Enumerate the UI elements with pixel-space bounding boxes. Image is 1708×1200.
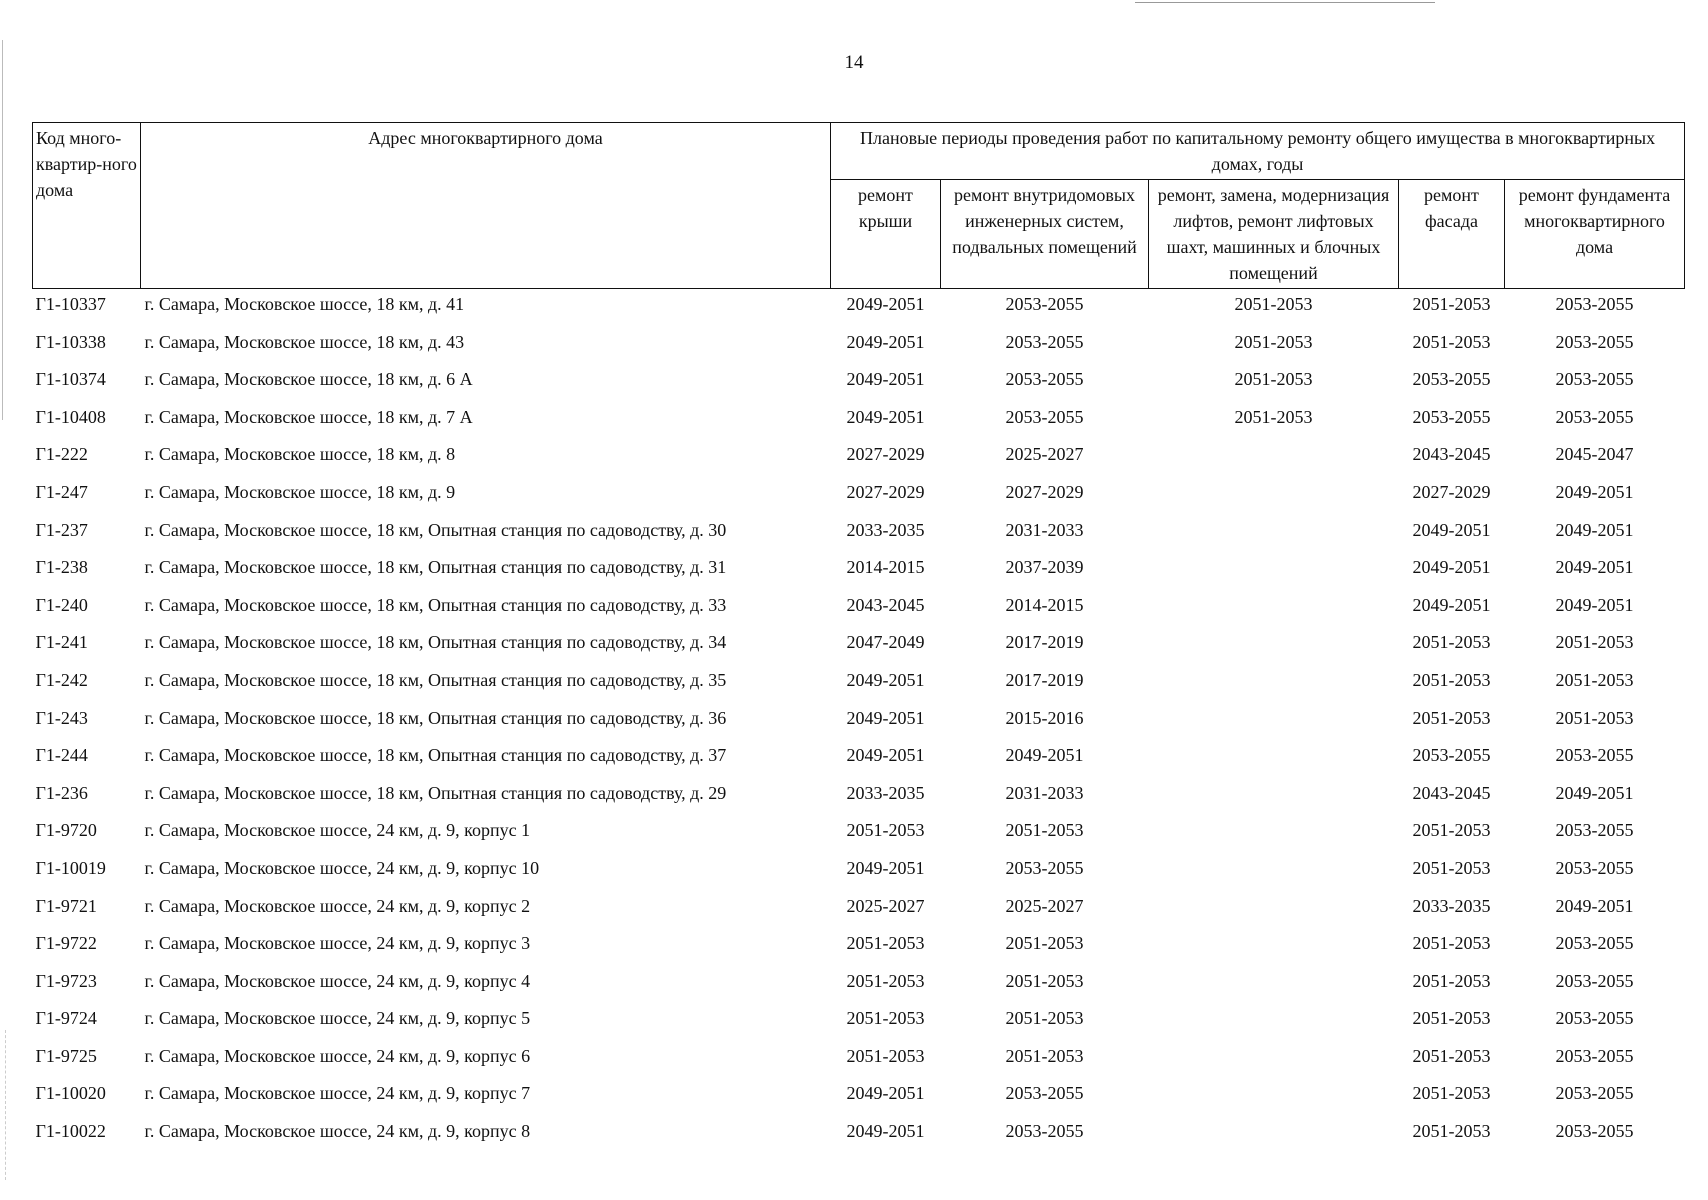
- row-foundation: 2053-2055: [1555, 745, 1634, 766]
- row-engineering: 2051-2053: [1005, 820, 1084, 841]
- row-address: г. Самара, Московское шоссе, 24 км, д. 9, корпус 5: [144, 1008, 531, 1029]
- header-facade: ремонт фасада: [1399, 180, 1505, 289]
- scan-left-edge-lower: [5, 1030, 6, 1180]
- row-code: Г1-240: [35, 594, 88, 615]
- row-lifts: [1149, 928, 1399, 966]
- row-foundation: 2049-2051: [1555, 782, 1634, 803]
- row-lifts: [1149, 703, 1399, 741]
- row-lifts: [1149, 590, 1399, 628]
- row-facade: 2051-2053: [1412, 669, 1491, 690]
- row-lifts: [1149, 966, 1399, 1004]
- row-roof: 2025-2027: [846, 895, 925, 916]
- row-address: г. Самара, Московское шоссе, 18 км, Опытная станция по садоводству, д. 35: [144, 669, 727, 690]
- row-engineering: 2037-2039: [1005, 557, 1084, 578]
- table-row: [33, 1078, 1685, 1116]
- row-roof: 2047-2049: [846, 632, 925, 653]
- row-engineering: 2051-2053: [1005, 1008, 1084, 1029]
- row-address: г. Самара, Московское шоссе, 18 км, д. 7 А: [144, 406, 473, 427]
- row-foundation: 2053-2055: [1555, 1121, 1634, 1142]
- row-code: Г1-222: [35, 444, 88, 465]
- row-roof: 2049-2051: [846, 745, 925, 766]
- row-roof: 2049-2051: [846, 707, 925, 728]
- table-row: [33, 665, 1685, 703]
- header-address: Адрес многоквартирного дома: [141, 123, 831, 289]
- row-code: Г1-10338: [35, 331, 106, 352]
- row-lifts: [1149, 1003, 1399, 1041]
- row-code: Г1-10408: [35, 406, 106, 427]
- row-engineering: 2025-2027: [1005, 444, 1084, 465]
- row-engineering: 2051-2053: [1005, 933, 1084, 954]
- row-address: г. Самара, Московское шоссе, 18 км, Опытная станция по садоводству, д. 31: [144, 557, 727, 578]
- row-facade: 2043-2045: [1412, 444, 1491, 465]
- table-row: [33, 552, 1685, 590]
- table-row: [33, 402, 1685, 440]
- row-engineering: 2017-2019: [1005, 669, 1084, 690]
- row-lifts: [1149, 891, 1399, 929]
- row-code: Г1-236: [35, 782, 88, 803]
- row-facade: 2053-2055: [1412, 406, 1491, 427]
- row-facade: 2051-2053: [1412, 1083, 1491, 1104]
- row-facade: 2051-2053: [1412, 970, 1491, 991]
- row-facade: 2049-2051: [1412, 519, 1491, 540]
- row-roof: 2051-2053: [846, 1045, 925, 1066]
- row-address: г. Самара, Московское шоссе, 18 км, д. 8: [144, 444, 456, 465]
- row-address: г. Самара, Московское шоссе, 18 км, Опытная станция по садоводству, д. 37: [144, 745, 727, 766]
- row-engineering: 2031-2033: [1005, 519, 1084, 540]
- row-engineering: 2027-2029: [1005, 481, 1084, 502]
- row-facade: 2043-2045: [1412, 782, 1491, 803]
- row-facade: 2051-2053: [1412, 933, 1491, 954]
- row-foundation: 2053-2055: [1555, 1083, 1634, 1104]
- row-roof: 2049-2051: [846, 1083, 925, 1104]
- table-body: [33, 289, 1685, 1154]
- row-facade: 2051-2053: [1412, 707, 1491, 728]
- row-facade: 2051-2053: [1412, 632, 1491, 653]
- page-number: 14: [844, 52, 864, 73]
- row-foundation: 2053-2055: [1555, 820, 1634, 841]
- row-facade: 2051-2053: [1412, 331, 1491, 352]
- table-row: [33, 1041, 1685, 1079]
- row-foundation: 2051-2053: [1555, 669, 1634, 690]
- row-facade: 2053-2055: [1412, 369, 1491, 390]
- table-row: [33, 966, 1685, 1004]
- row-address: г. Самара, Московское шоссе, 24 км, д. 9, корпус 8: [144, 1121, 531, 1142]
- row-code: Г1-9722: [35, 933, 97, 954]
- header-lifts: ремонт, замена, модернизация лифтов, ремонт лифтовых шахт, машинных и блочных помещений: [1149, 180, 1399, 289]
- row-facade: 2051-2053: [1412, 1121, 1491, 1142]
- row-address: г. Самара, Московское шоссе, 24 км, д. 9, корпус 2: [144, 895, 531, 916]
- table-row: [33, 778, 1685, 816]
- row-code: Г1-9721: [35, 895, 97, 916]
- row-facade: 2027-2029: [1412, 481, 1491, 502]
- table-row: [33, 364, 1685, 402]
- header-roof: ремонт крыши: [831, 180, 941, 289]
- row-engineering: 2051-2053: [1005, 1045, 1084, 1066]
- row-roof: 2033-2035: [846, 519, 925, 540]
- row-roof: 2049-2051: [846, 406, 925, 427]
- row-code: Г1-241: [35, 632, 88, 653]
- row-roof: 2043-2045: [846, 594, 925, 615]
- row-facade: 2053-2055: [1412, 745, 1491, 766]
- row-engineering: 2017-2019: [1005, 632, 1084, 653]
- row-code: Г1-10337: [35, 294, 106, 314]
- row-roof: 2049-2051: [846, 294, 925, 314]
- row-roof: 2049-2051: [846, 857, 925, 878]
- row-roof: 2051-2053: [846, 970, 925, 991]
- row-code: Г1-237: [35, 519, 88, 540]
- row-lifts: [1149, 740, 1399, 778]
- row-lifts: [1149, 515, 1399, 553]
- row-code: Г1-9724: [35, 1008, 97, 1029]
- row-lifts: [1149, 439, 1399, 477]
- row-foundation: 2049-2051: [1555, 557, 1634, 578]
- scan-top-rule: [1135, 2, 1435, 3]
- table-row: [33, 1003, 1685, 1041]
- row-foundation: 2053-2055: [1555, 857, 1634, 878]
- row-foundation: 2049-2051: [1555, 594, 1634, 615]
- table-row: [33, 477, 1685, 515]
- row-code: Г1-244: [35, 745, 88, 766]
- row-roof: 2051-2053: [846, 820, 925, 841]
- row-address: г. Самара, Московское шоссе, 18 км, Опытная станция по садоводству, д. 30: [144, 519, 727, 540]
- row-lifts: 2051-2053: [1234, 294, 1313, 314]
- table-row: [33, 627, 1685, 665]
- row-engineering: 2051-2053: [1005, 970, 1084, 991]
- row-foundation: 2053-2055: [1555, 406, 1634, 427]
- row-lifts: 2051-2053: [1234, 406, 1313, 427]
- row-code: Г1-9720: [35, 820, 97, 841]
- row-code: Г1-242: [35, 669, 88, 690]
- row-foundation: 2053-2055: [1555, 970, 1634, 991]
- row-engineering: 2014-2015: [1005, 594, 1084, 615]
- table-row: [33, 891, 1685, 929]
- row-engineering: 2049-2051: [1005, 745, 1084, 766]
- row-engineering: 2031-2033: [1005, 782, 1084, 803]
- row-engineering: 2053-2055: [1005, 369, 1084, 390]
- row-lifts: [1149, 1041, 1399, 1079]
- row-foundation: 2053-2055: [1555, 1008, 1634, 1029]
- row-foundation: 2049-2051: [1555, 519, 1634, 540]
- row-roof: 2033-2035: [846, 782, 925, 803]
- row-address: г. Самара, Московское шоссе, 24 км, д. 9, корпус 1: [144, 820, 531, 841]
- row-foundation: 2045-2047: [1555, 444, 1634, 465]
- row-foundation: 2053-2055: [1555, 933, 1634, 954]
- row-lifts: [1149, 1078, 1399, 1116]
- table-row: [33, 853, 1685, 891]
- row-engineering: 2053-2055: [1005, 1121, 1084, 1142]
- row-address: г. Самара, Московское шоссе, 18 км, Опытная станция по садоводству, д. 34: [144, 632, 727, 653]
- row-roof: 2049-2051: [846, 1121, 925, 1142]
- row-roof: 2051-2053: [846, 1008, 925, 1029]
- row-engineering: 2053-2055: [1005, 331, 1084, 352]
- row-facade: 2051-2053: [1412, 857, 1491, 878]
- row-code: Г1-9723: [35, 970, 97, 991]
- row-lifts: [1149, 815, 1399, 853]
- table-row: [33, 1116, 1685, 1154]
- row-foundation: 2049-2051: [1555, 481, 1634, 502]
- row-address: г. Самара, Московское шоссе, 18 км, д. 41: [144, 294, 465, 314]
- row-foundation: 2053-2055: [1555, 331, 1634, 352]
- table-row: [33, 515, 1685, 553]
- table-row: [33, 590, 1685, 628]
- row-facade: 2051-2053: [1412, 1008, 1491, 1029]
- header-engineering: ремонт внутридомовых инженерных систем, подвальных помещений: [941, 180, 1149, 289]
- row-address: г. Самара, Московское шоссе, 24 км, д. 9, корпус 4: [144, 970, 531, 991]
- row-roof: 2049-2051: [846, 369, 925, 390]
- row-facade: 2049-2051: [1412, 557, 1491, 578]
- row-code: Г1-10019: [35, 857, 106, 878]
- row-roof: 2051-2053: [846, 933, 925, 954]
- row-engineering: 2053-2055: [1005, 1083, 1084, 1104]
- row-address: г. Самара, Московское шоссе, 18 км, Опытная станция по садоводству, д. 29: [144, 782, 727, 803]
- row-lifts: [1149, 1116, 1399, 1154]
- row-foundation: 2053-2055: [1555, 1045, 1634, 1066]
- row-lifts: [1149, 477, 1399, 515]
- header-code: Код много-квартир-ного дома: [33, 123, 141, 289]
- row-foundation: 2053-2055: [1555, 294, 1634, 314]
- row-code: Г1-9725: [35, 1045, 97, 1066]
- row-address: г. Самара, Московское шоссе, 24 км, д. 9, корпус 3: [144, 933, 531, 954]
- row-facade: 2051-2053: [1412, 294, 1491, 314]
- table-row: [33, 703, 1685, 741]
- table-row: [33, 815, 1685, 853]
- table-row: [33, 740, 1685, 778]
- row-code: Г1-10020: [35, 1083, 106, 1104]
- row-address: г. Самара, Московское шоссе, 18 км, д. 9: [144, 481, 456, 502]
- row-lifts: [1149, 665, 1399, 703]
- row-address: г. Самара, Московское шоссе, 18 км, д. 6 А: [144, 369, 473, 390]
- table-row: [33, 327, 1685, 365]
- table-row: [33, 289, 1685, 327]
- row-engineering: 2025-2027: [1005, 895, 1084, 916]
- row-foundation: 2051-2053: [1555, 632, 1634, 653]
- row-address: г. Самара, Московское шоссе, 18 км, Опытная станция по садоводству, д. 36: [144, 707, 727, 728]
- table-row: [33, 439, 1685, 477]
- header-planned-periods: Плановые периоды проведения работ по капитальному ремонту общего имущества в многоквартирных домах, годы: [831, 123, 1685, 180]
- row-lifts: [1149, 778, 1399, 816]
- row-lifts: 2051-2053: [1234, 369, 1313, 390]
- scan-left-edge: [2, 40, 3, 420]
- row-roof: 2049-2051: [846, 331, 925, 352]
- row-roof: 2014-2015: [846, 557, 925, 578]
- row-engineering: 2015-2016: [1005, 707, 1084, 728]
- row-code: Г1-247: [35, 481, 88, 502]
- row-lifts: [1149, 552, 1399, 590]
- row-engineering: 2053-2055: [1005, 857, 1084, 878]
- row-code: Г1-10374: [35, 369, 106, 390]
- row-facade: 2049-2051: [1412, 594, 1491, 615]
- row-foundation: 2053-2055: [1555, 369, 1634, 390]
- row-lifts: [1149, 627, 1399, 665]
- row-address: г. Самара, Московское шоссе, 24 км, д. 9, корпус 7: [144, 1083, 531, 1104]
- row-lifts: [1149, 853, 1399, 891]
- table-row: [33, 928, 1685, 966]
- row-facade: 2051-2053: [1412, 820, 1491, 841]
- table-header: [33, 123, 1685, 289]
- row-code: Г1-10022: [35, 1121, 106, 1142]
- row-engineering: 2053-2055: [1005, 406, 1084, 427]
- row-address: г. Самара, Московское шоссе, 24 км, д. 9, корпус 10: [144, 857, 540, 878]
- row-engineering: 2053-2055: [1005, 294, 1084, 314]
- row-foundation: 2051-2053: [1555, 707, 1634, 728]
- row-address: г. Самара, Московское шоссе, 18 км, Опытная станция по садоводству, д. 33: [144, 594, 727, 615]
- row-roof: 2027-2029: [846, 481, 925, 502]
- row-facade: 2051-2053: [1412, 1045, 1491, 1066]
- row-code: Г1-243: [35, 707, 88, 728]
- repair-schedule-table: [32, 122, 1685, 1154]
- row-code: Г1-238: [35, 557, 88, 578]
- row-address: г. Самара, Московское шоссе, 24 км, д. 9, корпус 6: [144, 1045, 531, 1066]
- row-roof: 2027-2029: [846, 444, 925, 465]
- row-roof: 2049-2051: [846, 669, 925, 690]
- row-facade: 2033-2035: [1412, 895, 1491, 916]
- row-address: г. Самара, Московское шоссе, 18 км, д. 43: [144, 331, 465, 352]
- row-foundation: 2049-2051: [1555, 895, 1634, 916]
- row-lifts: 2051-2053: [1234, 331, 1313, 352]
- header-foundation: ремонт фундамента многоквартирного дома: [1505, 180, 1685, 289]
